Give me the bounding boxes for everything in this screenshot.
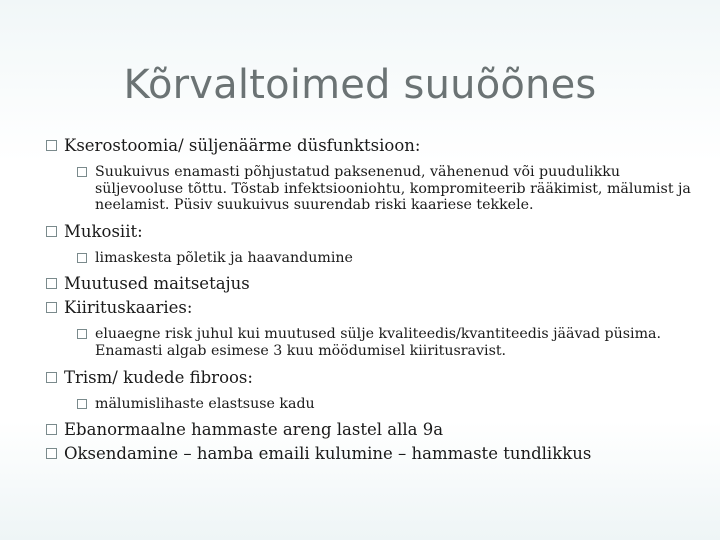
square-bullet-icon	[46, 448, 57, 459]
sub-bullet-text: mälumislihaste elastsuse kadu	[95, 395, 315, 412]
bullet-text: Mukosiit:	[64, 221, 143, 241]
bullet-item	[46, 366, 700, 390]
sub-bullet-text: limaskesta põletik ja haavandumine	[95, 249, 353, 266]
sub-bullet-item	[46, 396, 700, 413]
bullet-item	[46, 272, 700, 296]
sub-bullet-text: eluaegne risk juhul kui muutused sülje kvaliteedis/kvantiteedis jäävad püsima. Enamasti algab esimese 3 kuu möödumisel kiiritusravist.	[95, 326, 662, 359]
sub-bullet-item	[46, 250, 700, 267]
square-bullet-icon	[46, 302, 57, 313]
bullet-list	[46, 134, 700, 466]
bullet-item	[46, 134, 700, 158]
bullet-text: Muutused maitsetajus	[64, 274, 250, 294]
bullet-item	[46, 220, 700, 244]
square-bullet-icon	[46, 140, 57, 151]
sub-bullet-text: Suukuivus enamasti põhjustatud paksenenud, vähenenud või puudulikku süljevooluse tõttu. Tõstab infektsiooniohtu, kompromiteerib rääkimist, mälumist ja neelamist. Püsiv suukuivus suurendab riski kaariese tekkele.	[95, 164, 691, 214]
square-bullet-icon	[46, 372, 57, 383]
square-bullet-icon	[77, 329, 87, 339]
square-bullet-icon	[46, 424, 57, 435]
square-bullet-icon	[46, 226, 57, 237]
bullet-text: Oksendamine – hamba emaili kulumine – hammaste tundlikkus	[64, 444, 592, 464]
bullet-text: Ebanormaalne hammaste areng lastel alla 9a	[64, 420, 444, 440]
bullet-text: Kserostoomia/ süljenäärme düsfunktsioon:	[64, 136, 421, 155]
sub-bullet-item	[46, 164, 700, 214]
square-bullet-icon	[77, 253, 87, 263]
square-bullet-icon	[77, 167, 87, 177]
sub-bullet-item	[46, 326, 700, 359]
square-bullet-icon	[46, 278, 57, 289]
bullet-text: Trism/ kudede fibroos:	[64, 367, 253, 387]
bullet-text: Kiirituskaaries:	[64, 298, 193, 318]
bullet-item	[46, 442, 700, 466]
bullet-item	[46, 418, 700, 442]
bullet-item	[46, 296, 700, 320]
slide-title: Kõrvaltoimed suuõõnes	[123, 62, 597, 108]
square-bullet-icon	[77, 399, 87, 409]
